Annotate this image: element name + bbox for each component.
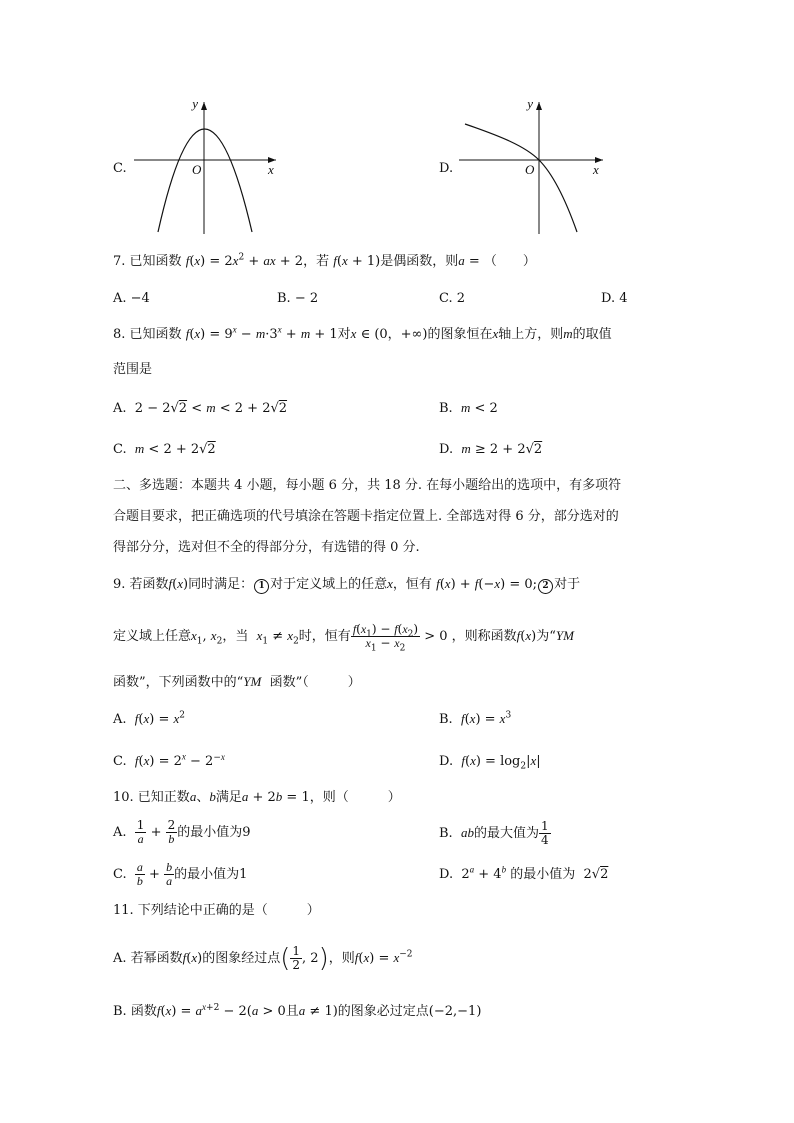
- q8-line2: 范围是: [113, 362, 153, 377]
- q9-num: 9. 若函数: [113, 577, 169, 592]
- graph-c-curve: [158, 129, 252, 232]
- circled-2-icon: 2: [538, 579, 553, 594]
- graph-d-curve: [465, 124, 577, 232]
- q8-option-a: A. 2 − 2√2 < m < 2 + 2√2: [113, 400, 288, 416]
- graph-d-y-label: y: [527, 98, 533, 111]
- q7-option-b: B. − 2: [277, 291, 319, 306]
- graph-c-label: C.: [113, 161, 127, 176]
- graph-d-x-label: x: [593, 162, 599, 177]
- q11-stem: 11. 下列结论中正确的是（ ）: [113, 903, 320, 918]
- q8-num: 8. 已知函数: [113, 327, 182, 342]
- graph-c-y-label: y: [192, 98, 198, 111]
- q7-fx1: f(x + 1): [333, 253, 381, 269]
- q9-stem-line1: 9. 若函数f(x)同时满足： 1 对于定义域上的任意x，恒有 f(x) + f(−x) = 0; 2 对于: [113, 576, 581, 592]
- q7-num: 7. 已知函数: [113, 254, 182, 269]
- q11-option-a: A. 若幂函数f(x)的图象经过点( $\frac{1}{2}$ , 2)，则$f(x) = x^{-2}$: [113, 943, 413, 974]
- q8-option-c: C. m < 2 + 2√2: [113, 441, 216, 457]
- section2-line2: 合题目要求，把正确选项的代号填涂在答题卡指定位置上. 全部选对得 6 分，部分选对的: [113, 509, 619, 524]
- q9-option-d: D. $f(x) = \log_2|x|$: [439, 753, 541, 772]
- q9-stem-line2: 定义域上任意$x_1$, $x_2$，当 $x_1 \ne x_2$时，恒有 $\frac{f(x_1) - f(x_2)}{x_1 - x_2}$ > 0 ，则称函数f(x)为“YM: [113, 622, 574, 654]
- q8-option-b: B. m < 2: [439, 400, 498, 416]
- q9-fraction: $\frac{f(x_1) - f(x_2)}{x_1 - x_2}$: [352, 622, 419, 654]
- q9-stem-line3: 函数”，下列函数中的“YM 函数”（ ）: [113, 674, 361, 690]
- q8-mid4: 的取值: [572, 327, 612, 342]
- q7-option-a: A. −4: [113, 291, 150, 306]
- q10-option-b: B. ab的最大值为 $\frac{1}{4}$: [439, 819, 549, 847]
- q9-option-b: B. $f(x) = x^3$: [439, 710, 512, 727]
- graph-c-y-arrow: [201, 102, 207, 110]
- q9-option-c: C. $f(x) = 2^x - 2^{-x}$: [113, 751, 225, 769]
- q7-blank: （ ）: [483, 254, 536, 269]
- q7-fx: $f(x) = 2x^2$ + ax + 2: [185, 252, 304, 269]
- graph-d-label: D.: [439, 161, 454, 176]
- circled-1-icon: 1: [254, 579, 269, 594]
- q7-stem: 7. 已知函数 $f(x) = 2x^2$ + ax + 2，若 f(x + 1)是偶函数，则a = （ ）: [113, 252, 536, 269]
- q8-mid2: 的图象恒在: [427, 327, 493, 342]
- q8-mid3: 轴上方，则: [498, 327, 564, 342]
- q8-stem: 8. 已知函数 $f(x) = 9^x - m\cdot 3^x + m + 1$对x ∈ (0，+∞)的图象恒在x轴上方，则m的取值: [113, 324, 612, 342]
- q7-option-d: D. 4: [601, 291, 628, 306]
- q8-option-d: D. m ≥ 2 + 2√2: [439, 441, 543, 457]
- q8-fx: $f(x) = 9^x - m\cdot 3^x + m + 1$: [185, 324, 338, 342]
- q10-option-c: C. $\frac{a}{b}$ + $\frac{b}{a}$ 的最小值为1: [113, 860, 248, 888]
- q10-option-a: A. $\frac{1}{a}$ + $\frac{2}{b}$ 的最小值为9: [113, 818, 251, 846]
- graph-c-x-label: x: [268, 162, 274, 177]
- q8-mid: 对: [337, 327, 351, 342]
- q7-mid: ，若: [303, 254, 330, 269]
- q7-tail: 是偶函数，则: [380, 254, 459, 269]
- q7-option-c: C. 2: [439, 291, 466, 306]
- graph-d-origin-label: O: [525, 162, 535, 177]
- graph-d: [455, 98, 607, 236]
- graph-d-y-arrow: [536, 102, 542, 110]
- q10-stem: 10. 已知正数a、b满足a + 2b = 1，则（ ）: [113, 789, 401, 805]
- graph-c-origin-label: O: [192, 162, 202, 177]
- q11-option-b: B. 函数$f(x) = a^{x+2} - 2(a > 0$且a ≠ 1)的图象必过定点(−2,−1): [113, 1001, 482, 1019]
- section2-line1: 二、多选题：本题共 4 小题，每小题 6 分，共 18 分. 在每小题给出的选项中，有多项符: [113, 478, 622, 493]
- q10-option-d: D. $2^a + 4^b$ 的最小值为 2√2: [439, 864, 609, 882]
- q9-option-a: A. $f(x) = x^2$: [113, 710, 186, 727]
- section2-line3: 得部分分，选对但不全的得部分分，有选错的得 0 分.: [113, 540, 420, 555]
- graph-c: [130, 98, 280, 236]
